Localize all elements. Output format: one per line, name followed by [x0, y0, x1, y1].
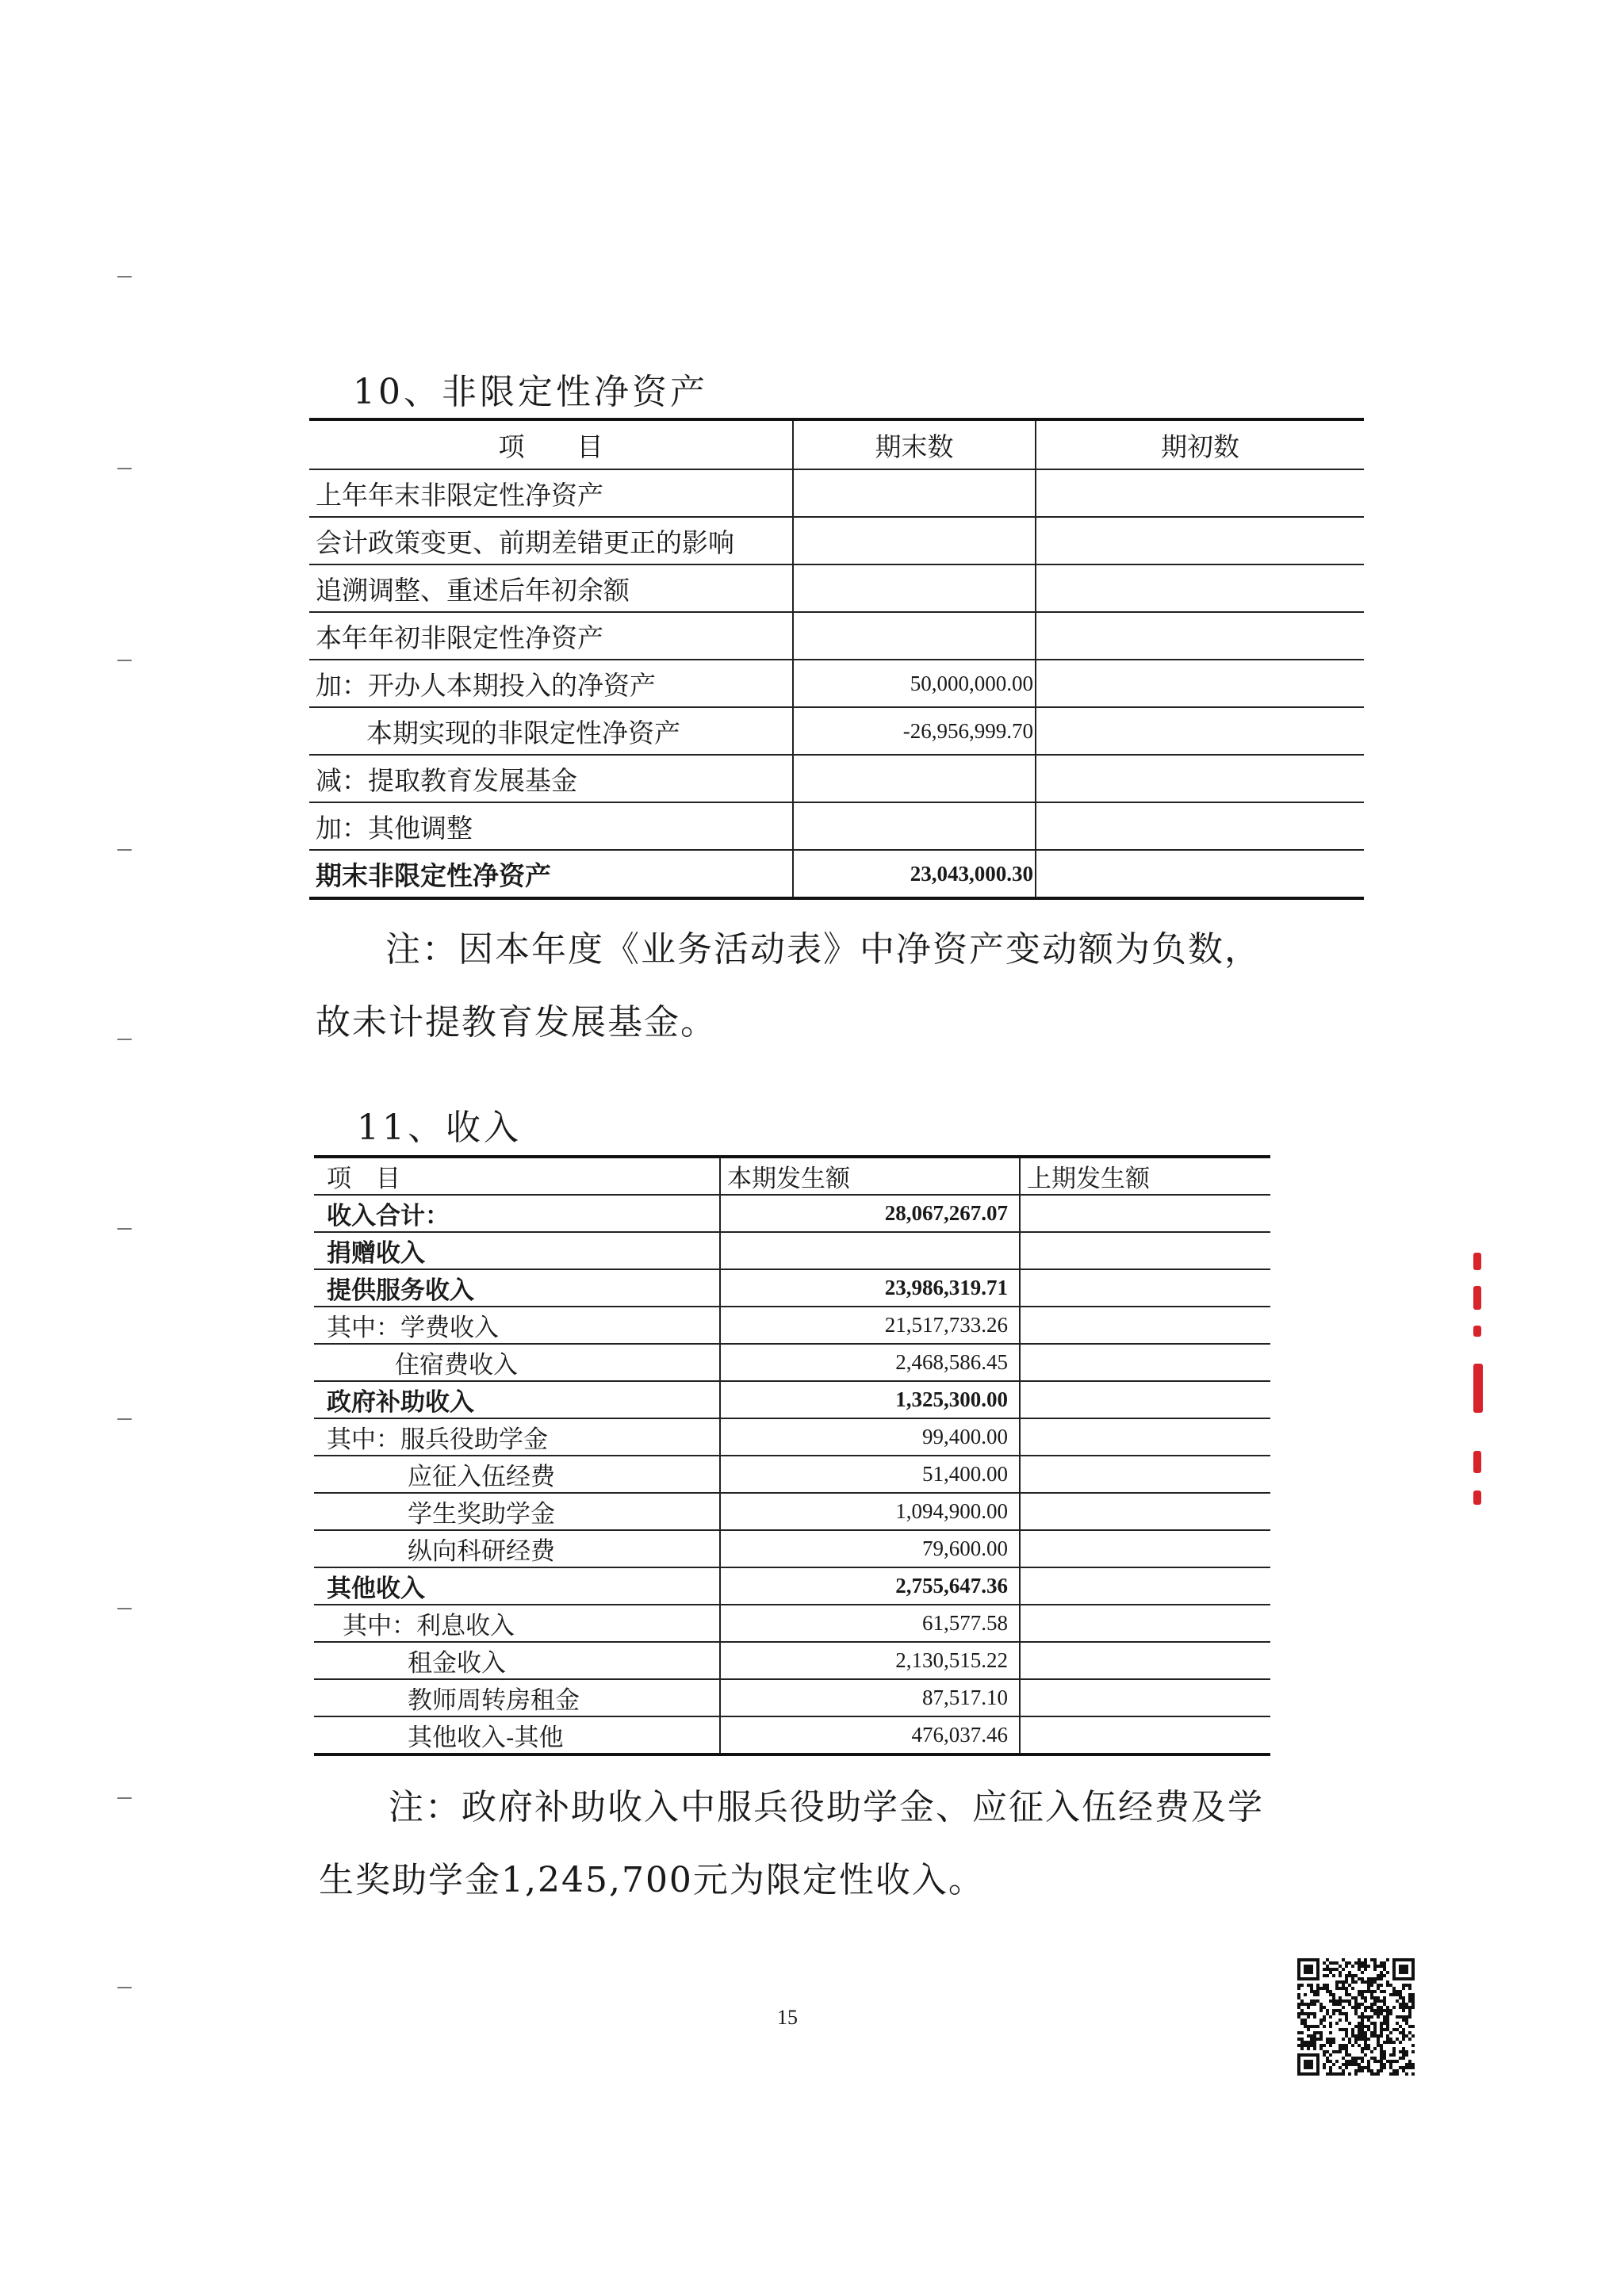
row-current-value: 1,325,300.00 — [720, 1381, 1020, 1418]
row-label: 其他收入 — [314, 1567, 720, 1605]
row-current-value: 28,067,267.07 — [720, 1195, 1020, 1232]
row-label: 会计政策变更、前期差错更正的影响 — [309, 517, 793, 564]
note-line: 生奖助学金1,245,700元为限定性收入。 — [319, 1860, 985, 1900]
column-header-item: 项 目 — [309, 419, 793, 469]
row-begin-value — [1036, 469, 1364, 517]
row-current-value: 23,986,319.71 — [720, 1269, 1020, 1307]
table-row — [314, 1493, 1270, 1530]
row-previous-value — [1020, 1493, 1270, 1530]
row-label: 上年年末非限定性净资产 — [309, 469, 793, 517]
row-label: 住宿费收入 — [314, 1344, 720, 1381]
page-number: 15 — [777, 2006, 798, 2029]
note-line: 注：因本年度《业务活动表》中净资产变动额为负数， — [385, 929, 1261, 970]
row-current-value: 21,517,733.26 — [720, 1307, 1020, 1344]
column-header-item: 项 目 — [314, 1157, 720, 1195]
table-row — [314, 1605, 1270, 1642]
row-end-value: -26,956,999.70 — [793, 707, 1036, 755]
row-label: 其中：服兵役助学金 — [314, 1418, 720, 1456]
table-row — [314, 1530, 1270, 1567]
row-label: 本年年初非限定性净资产 — [309, 612, 793, 660]
row-current-value: 51,400.00 — [720, 1456, 1020, 1493]
row-label: 加：开办人本期投入的净资产 — [309, 660, 793, 707]
table-row — [314, 1269, 1270, 1307]
row-label: 教师周转房租金 — [314, 1679, 720, 1716]
row-label: 减：提取教育发展基金 — [309, 755, 793, 802]
column-header-end: 期末数 — [793, 419, 1036, 469]
row-end-value — [793, 755, 1036, 802]
table-row — [314, 1195, 1270, 1232]
row-label: 捐赠收入 — [314, 1232, 720, 1269]
seal-stamp-fragment — [1473, 1326, 1481, 1337]
table-header-row — [309, 419, 1364, 469]
row-label: 其中：利息收入 — [314, 1605, 720, 1642]
row-previous-value — [1020, 1344, 1270, 1381]
row-label: 提供服务收入 — [314, 1269, 720, 1307]
table-row — [314, 1344, 1270, 1381]
row-end-value — [793, 802, 1036, 850]
row-previous-value — [1020, 1269, 1270, 1307]
row-label: 应征入伍经费 — [314, 1456, 720, 1493]
row-label: 其他收入-其他 — [314, 1716, 720, 1755]
margin-tick — [117, 660, 132, 661]
table-row — [314, 1642, 1270, 1679]
seal-stamp-fragment — [1473, 1364, 1483, 1413]
row-label: 期末非限定性净资产 — [309, 850, 793, 898]
seal-stamp-fragment — [1473, 1253, 1481, 1270]
note-line: 注：政府补助收入中服兵役助学金、应征入伍经费及学 — [389, 1787, 1264, 1827]
row-current-value: 2,755,647.36 — [720, 1567, 1020, 1605]
row-label: 纵向科研经费 — [314, 1530, 720, 1567]
table-row — [314, 1716, 1270, 1755]
row-current-value: 2,130,515.22 — [720, 1642, 1020, 1679]
row-current-value: 1,094,900.00 — [720, 1493, 1020, 1530]
column-header-current: 本期发生额 — [720, 1157, 1020, 1195]
table-row — [309, 612, 1364, 660]
row-end-value — [793, 612, 1036, 660]
margin-tick — [117, 276, 132, 277]
row-previous-value — [1020, 1232, 1270, 1269]
row-previous-value — [1020, 1642, 1270, 1679]
row-previous-value — [1020, 1716, 1270, 1755]
table-row — [314, 1381, 1270, 1418]
row-previous-value — [1020, 1567, 1270, 1605]
margin-tick — [117, 468, 132, 469]
note-line: 故未计提教育发展基金。 — [316, 1002, 717, 1043]
row-begin-value — [1036, 707, 1364, 755]
row-previous-value — [1020, 1307, 1270, 1344]
column-header-previous: 上期发生额 — [1020, 1157, 1270, 1195]
row-current-value: 99,400.00 — [720, 1418, 1020, 1456]
row-previous-value — [1020, 1605, 1270, 1642]
row-label: 其中：学费收入 — [314, 1307, 720, 1344]
row-current-value — [720, 1232, 1020, 1269]
table-row — [309, 469, 1364, 517]
margin-tick — [117, 1039, 132, 1040]
row-begin-value — [1036, 802, 1364, 850]
table-row — [314, 1232, 1270, 1269]
margin-tick — [117, 1228, 132, 1230]
row-previous-value — [1020, 1418, 1270, 1456]
row-end-value — [793, 469, 1036, 517]
row-current-value: 61,577.58 — [720, 1605, 1020, 1642]
row-end-value: 23,043,000.30 — [793, 850, 1036, 898]
row-end-value — [793, 517, 1036, 564]
row-label: 加：其他调整 — [309, 802, 793, 850]
row-label: 收入合计： — [314, 1195, 720, 1232]
row-begin-value — [1036, 850, 1364, 898]
margin-tick — [117, 1608, 132, 1609]
seal-stamp-fragment — [1473, 1490, 1481, 1505]
section-10-note — [316, 913, 1261, 1059]
table-row — [309, 755, 1364, 802]
margin-tick — [117, 1418, 132, 1420]
row-previous-value — [1020, 1381, 1270, 1418]
table-row — [314, 1679, 1270, 1716]
table-header-row — [314, 1157, 1270, 1195]
row-begin-value — [1036, 612, 1364, 660]
table-row — [314, 1456, 1270, 1493]
row-label: 本期实现的非限定性净资产 — [309, 707, 793, 755]
section-11-title: 11、收入 — [357, 1108, 522, 1148]
row-label: 政府补助收入 — [314, 1381, 720, 1418]
section-11-note — [319, 1771, 1264, 1917]
row-current-value: 87,517.10 — [720, 1679, 1020, 1716]
section-10-title: 10、非限定性净资产 — [353, 372, 708, 412]
row-begin-value — [1036, 564, 1364, 612]
row-current-value: 476,037.46 — [720, 1716, 1020, 1755]
table-row — [309, 564, 1364, 612]
table-row — [314, 1418, 1270, 1456]
table-row — [314, 1307, 1270, 1344]
row-current-value: 2,468,586.45 — [720, 1344, 1020, 1381]
table-row — [309, 707, 1364, 755]
row-previous-value — [1020, 1195, 1270, 1232]
table-row-total — [309, 850, 1364, 898]
row-label: 追溯调整、重述后年初余额 — [309, 564, 793, 612]
unrestricted-net-assets-table — [309, 418, 1364, 900]
row-current-value: 79,600.00 — [720, 1530, 1020, 1567]
row-label: 租金收入 — [314, 1642, 720, 1679]
row-begin-value — [1036, 660, 1364, 707]
seal-stamp-fragment — [1473, 1451, 1481, 1473]
margin-tick — [117, 1987, 132, 1988]
margin-tick — [117, 849, 132, 851]
row-begin-value — [1036, 517, 1364, 564]
table-row — [314, 1567, 1270, 1605]
table-row — [309, 660, 1364, 707]
table-row — [309, 802, 1364, 850]
row-end-value: 50,000,000.00 — [793, 660, 1036, 707]
row-end-value — [793, 564, 1036, 612]
row-previous-value — [1020, 1679, 1270, 1716]
row-label: 学生奖助学金 — [314, 1493, 720, 1530]
table-row — [309, 517, 1364, 564]
margin-tick — [117, 1797, 132, 1799]
row-begin-value — [1036, 755, 1364, 802]
income-table — [314, 1155, 1270, 1756]
row-previous-value — [1020, 1530, 1270, 1567]
qr-code-icon — [1297, 1958, 1415, 2076]
row-previous-value — [1020, 1456, 1270, 1493]
column-header-begin: 期初数 — [1036, 419, 1364, 469]
seal-stamp-fragment — [1473, 1286, 1481, 1310]
